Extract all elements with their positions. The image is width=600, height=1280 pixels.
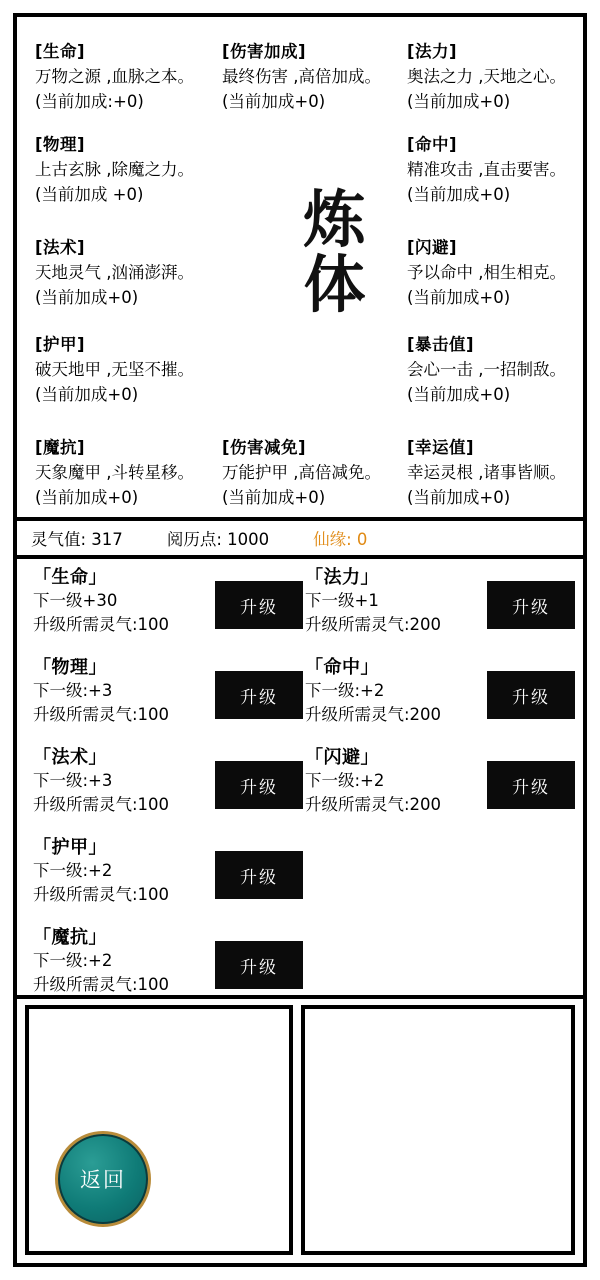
upgrade-button[interactable]: 升级 (487, 671, 575, 719)
stat-block (407, 235, 566, 310)
stat-block (222, 435, 381, 510)
stat-description: 天地灵气 ,汹涌澎湃。 (35, 263, 194, 283)
stat-bonus: (当前加成+0) (407, 185, 511, 205)
stat-block (35, 435, 194, 510)
stat-bonus: (当前加成 +0) (35, 185, 144, 205)
stat-description: 予以命中 ,相生相克。 (407, 263, 566, 283)
stat-description: 幸运灵根 ,诸事皆顺。 (407, 463, 566, 483)
stat-bonus: (当前加成+0) (407, 288, 511, 308)
stat-bonus: (当前加成+0) (35, 385, 139, 405)
upgrade-title: 「物理」 (33, 657, 107, 678)
upgrade-cost: 升级所需灵气:200 (305, 794, 442, 814)
upgrade-title: 「闪避」 (305, 747, 379, 768)
stat-bonus: (当前加成+0) (407, 385, 511, 405)
upgrade-title: 「生命」 (33, 567, 107, 588)
upgrade-next-value: 下一级+30 (33, 591, 118, 610)
upgrade-button[interactable]: 升级 (487, 581, 575, 629)
exp-value-label: 阅历点: 1000 (166, 530, 270, 549)
stat-description: 万能护甲 ,高倍减免。 (222, 463, 381, 483)
stat-description: 上古玄脉 ,除魔之力。 (35, 160, 194, 180)
upgrade-title: 「命中」 (305, 657, 379, 678)
stat-name: [物理] (35, 135, 86, 154)
stat-description: 奥法之力 ,天地之心。 (407, 67, 566, 87)
upgrade-next-value: 下一级:+3 (33, 771, 113, 790)
upgrade-next-value: 下一级+1 (305, 591, 379, 610)
upgrade-title: 「护甲」 (33, 837, 107, 858)
stat-bonus: (当前加成+0) (222, 488, 326, 508)
bottom-right-panel (301, 1005, 575, 1255)
upgrade-button[interactable]: 升级 (215, 671, 303, 719)
upgrade-cost: 升级所需灵气:100 (33, 974, 170, 994)
upgrade-title: 「魔抗」 (33, 927, 107, 948)
stat-block (35, 332, 194, 407)
back-button[interactable]: 返回 (55, 1131, 151, 1227)
resource-bar (17, 521, 583, 555)
stat-name: [法术] (35, 238, 86, 257)
stat-block (407, 332, 566, 407)
stat-bonus: (当前加成+0) (407, 488, 511, 508)
upgrade-cost: 升级所需灵气:100 (33, 614, 170, 634)
upgrade-next-value: 下一级:+2 (305, 771, 385, 790)
stat-bonus: (当前加成+0) (222, 92, 326, 112)
upgrade-list (17, 559, 583, 995)
upgrade-button[interactable]: 升级 (215, 581, 303, 629)
stat-bonus: (当前加成:+0) (35, 92, 144, 112)
upgrade-title: 「法力」 (305, 567, 379, 588)
stat-block (407, 39, 566, 114)
fate-value-label: 仙缘: 0 (313, 530, 368, 549)
stat-description: 精准攻击 ,直击要害。 (407, 160, 566, 180)
stat-name: [魔抗] (35, 438, 86, 457)
upgrade-button[interactable]: 升级 (215, 761, 303, 809)
stat-bonus: (当前加成+0) (35, 488, 139, 508)
upgrade-cost: 升级所需灵气:100 (33, 884, 170, 904)
attributes-panel (17, 17, 583, 517)
stat-bonus: (当前加成+0) (35, 288, 139, 308)
stat-name: [暴击值] (407, 335, 475, 354)
stat-name: [伤害加成] (222, 42, 307, 61)
bottom-left-panel (25, 1005, 293, 1255)
stat-description: 天象魔甲 ,斗转星移。 (35, 463, 194, 483)
stat-block (407, 435, 566, 510)
stat-block (35, 132, 194, 207)
upgrade-cost: 升级所需灵气:200 (305, 704, 442, 724)
qi-value-label: 灵气值: 317 (31, 530, 123, 549)
stat-description: 会心一击 ,一招制敌。 (407, 360, 566, 380)
upgrade-next-value: 下一级:+2 (305, 681, 385, 700)
upgrade-next-value: 下一级:+2 (33, 861, 113, 880)
bottom-area (17, 999, 583, 1263)
panel-watermark-title: 炼体 (303, 183, 367, 322)
stat-block (35, 39, 194, 114)
stat-name: [伤害减免] (222, 438, 307, 457)
upgrade-button[interactable]: 升级 (215, 941, 303, 989)
upgrade-title: 「法术」 (33, 747, 107, 768)
stat-name: [闪避] (407, 238, 458, 257)
upgrade-next-value: 下一级:+3 (33, 681, 113, 700)
main-frame (13, 13, 587, 1267)
upgrade-cost: 升级所需灵气:100 (33, 794, 170, 814)
stat-description: 万物之源 ,血脉之本。 (35, 67, 194, 87)
stat-name: [幸运值] (407, 438, 475, 457)
stat-block (222, 39, 381, 114)
stat-block (407, 132, 566, 207)
upgrade-button[interactable]: 升级 (487, 761, 575, 809)
stat-description: 最终伤害 ,高倍加成。 (222, 67, 381, 87)
stat-block (35, 235, 194, 310)
stat-name: [护甲] (35, 335, 86, 354)
upgrade-button[interactable]: 升级 (215, 851, 303, 899)
stat-name: [命中] (407, 135, 458, 154)
stat-description: 破天地甲 ,无坚不摧。 (35, 360, 194, 380)
upgrade-cost: 升级所需灵气:200 (305, 614, 442, 634)
upgrade-next-value: 下一级:+2 (33, 951, 113, 970)
stat-name: [法力] (407, 42, 458, 61)
stat-name: [生命] (35, 42, 86, 61)
stat-bonus: (当前加成+0) (407, 92, 511, 112)
upgrade-cost: 升级所需灵气:100 (33, 704, 170, 724)
